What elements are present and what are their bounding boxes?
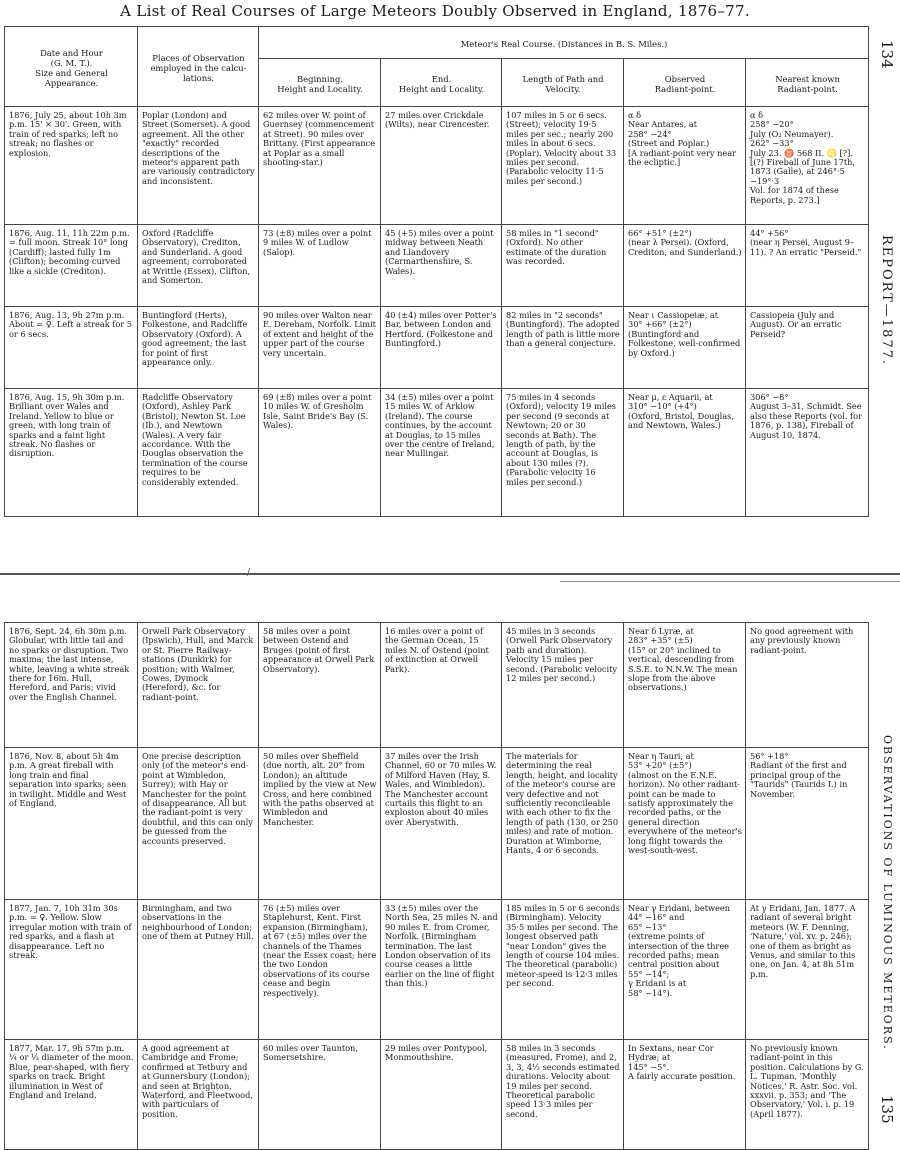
header-radiant-known: Nearest known Radiant-point.	[746, 59, 869, 107]
cell-length: The materials for determining the real length, height, and locality of the meteor's course are very defective and not sufficiently reconcileable with each other to fix the length of path (130, or 250 miles) and rate of motion. Duration at Wimborne, Hants, 4 or 6 seconds.	[502, 748, 624, 900]
cell-beginning: 60 miles over Taunton, Somersetshire.	[259, 1040, 381, 1150]
page-number-top: 134	[878, 40, 896, 69]
table-row	[5, 107, 869, 225]
cell-places: Poplar (London) and Street (Somerset). A good agreement. All the other "exactly" recorded descriptions of the meteor's apparent path are variously contradictory and inconsistent.	[138, 107, 259, 225]
cell-date: 1877, Mar. 17, 9h 57m p.m. ¼ or ⅓ diameter of the moon. Blue, pear-shaped, with fiery sparks on track. Bright illumination in West of England and Ireland.	[5, 1040, 138, 1150]
page-divider-faint	[560, 581, 900, 582]
table-row	[5, 307, 869, 389]
cell-date: 1876, Sept. 24, 6h 30m p.m. Globular, with little tail and no sparks or disruption. Two maxima; the last intense, white, leaving a white streak there for 16m. Hull, Hereford, and Paris; vivid over the English Channel.	[5, 623, 138, 748]
header-radiant-observed: Observed Radiant-point.	[624, 59, 746, 107]
cell-beginning: 73 (±8) miles over a point 9 miles W. of Ludlow (Salop).	[259, 225, 381, 307]
cell-radiant-known: 56° +18° Radiant of the first and principal group of the "Taurids" (Taurids I.) in November.	[746, 748, 869, 900]
cell-end: 40 (±4) miles over Potter's Bar, between London and Hertford. (Folkestone and Buntingford.)	[381, 307, 502, 389]
cell-radiant-observed: Near ι Cassiopeiæ, at 30° +66° (±2°) (Buntingford and Folkestone, well-confirmed by Oxford.)	[624, 307, 746, 389]
cell-length: 185 miles in 5 or 6 seconds (Birmingham). Velocity 35·5 miles per second. The longest observed path "near London" gives the length of course 104 miles. The theoretical (parabolic) meteor-speed is 12·3 miles per second.	[502, 900, 624, 1040]
header-beginning: Beginning. Height and Locality.	[259, 59, 381, 107]
header-end: End. Height and Locality.	[381, 59, 502, 107]
table-row	[5, 389, 869, 517]
cell-places: Radcliffe Observatory (Oxford), Ashley Park (Bristol), Newton St. Loe (Ib.), and Newtown (Wales). A very fair accordance. With the Douglas observation the termination of the course requires to be considerably extended.	[138, 389, 259, 517]
cell-end: 27 miles over Crickdale (Wilts), near Cirencester.	[381, 107, 502, 225]
table-row	[5, 225, 869, 307]
cell-end: 29 miles over Pontypool, Monmouthshire.	[381, 1040, 502, 1150]
page-number-bottom: 135	[878, 1095, 896, 1124]
cell-radiant-known: No previously known radiant-point in this position. Calculations by G. L. Tupman, 'Monthly Notices,' R. Astr. Soc. vol. xxxvii. p. 353; and 'The Observatory,' Vol. i. p. 19 (April 1877).	[746, 1040, 869, 1150]
cell-places: Oxford (Radcliffe Observatory), Crediton, and Sunderland. A good agreement; corroborated at Writtle (Essex), Clifton, and Somerton.	[138, 225, 259, 307]
cell-length: 58 miles in 3 seconds (measured, Frome), and 2, 3, 3, 4½ seconds estimated durations. Velocity about 19 miles per second. Theoretical parabolic speed 13·3 miles per second.	[502, 1040, 624, 1150]
cell-places: Orwell Park Observatory (Ipswich), Hull, and Marck or St. Pierre Railway-stations (Dunkirk) for position; with Walmer, Cowes, Dymock (Hereford), &c. for radiant-point.	[138, 623, 259, 748]
cell-beginning: 62 miles over W. point of Guernsey (commencement at Street). 90 miles over Brittany. (First appearance at Poplar as a small shooting-star.)	[259, 107, 381, 225]
cell-radiant-observed: In Sextans, near Cor Hydræ; at 145° −5°. A fairly accurate position.	[624, 1040, 746, 1150]
cell-length: 82 miles in "2 seconds" (Buntingford). The adopted length of path is little more than a general conjecture.	[502, 307, 624, 389]
cell-beginning: 90 miles over Walton near E. Dereham, Norfolk. Limit of extent and height of the upper part of the course very uncertain.	[259, 307, 381, 389]
cell-radiant-observed: α δ Near Antares, at 258° −24° (Street and Poplar.) [A radiant-point very near the ecliptic.]	[624, 107, 746, 225]
meteor-table-top	[4, 26, 869, 517]
cell-length: 107 miles in 5 or 6 secs. (Street); velocity 19·5 miles per sec.; nearly 200 miles in about 6 secs. (Poplar). Velocity about 33 miles per second. (Parabolic velocity 11·5 miles per second.)	[502, 107, 624, 225]
table-row	[5, 1040, 869, 1150]
cell-date: 1876, Nov. 8, about 5h 4m p.m. A great fireball with long train and final separation into sparks; seen in twilight. Middle and West of England.	[5, 748, 138, 900]
cell-beginning: 76 (±5) miles over Staplehurst, Kent. First expansion (Birmingham), at 67 (±5) miles over the channels of the Thames (near the Essex coast; here the two London observations of its course cease and begin respectively).	[259, 900, 381, 1040]
cell-radiant-known: At γ Eridani, Jan. 1877. A radiant of several bright meteors (W. F. Denning, 'Nature,' vol. xv. p. 246); one of them as bright as Venus, and similar to this one, on Jan. 4, at 8h 51m p.m.	[746, 900, 869, 1040]
cell-length: 58 miles in "1 second" (Oxford). No other estimate of the duration was recorded.	[502, 225, 624, 307]
cell-date: 1877, Jan. 7, 10h 31m 30s p.m. = ♀. Yellow. Slow irregular motion with train of red sparks, and a flash at disappearance. Left no streak.	[5, 900, 138, 1040]
page-divider	[0, 573, 900, 575]
cell-beginning: 58 miles over a point between Ostend and Bruges (point of first appearance at Orwell Park Observatory).	[259, 623, 381, 748]
page-title: A List of Real Courses of Large Meteors Doubly Observed in England, 1876–77.	[120, 2, 750, 20]
cell-radiant-observed: Near η Tauri, at 53° +20° (±5°) (almost on the E.N.E. horizon). No other radiant-point can be made to satisfy approximately the recorded paths, or the general direction everywhere of the meteor's long flight towards the west-south-west.	[624, 748, 746, 900]
cell-date: 1876, Aug. 11, 11h 22m p.m. = full moon. Streak 10° long (Cardiff); lasted fully 1m (Clifton); becoming curved like a sickle (Crediton).	[5, 225, 138, 307]
cell-date: 1876, July 25, about 10h 3m p.m. 15' × 30'. Green, with train of red sparks; left no streak; no flashes or explosion.	[5, 107, 138, 225]
header-course: Meteor's Real Course. (Distances in B. S. Miles.)	[259, 27, 869, 59]
table-row	[5, 623, 869, 748]
cell-places: Birmingham, and two observations in the neighbourhood of London; one of them at Putney Hill.	[138, 900, 259, 1040]
cell-radiant-known: Cassiopeia (July and August). Or an erratic Perseid?	[746, 307, 869, 389]
header-places: Places of Observation employed in the calcu- lations.	[138, 27, 259, 107]
cell-places: One precise description only (of the meteor's end-point at Wimbledon, Surrey); with Hay or Manchester for the point of disappearance. All but the radiant-point is very doubtful, and this can only be guessed from the accounts preserved.	[138, 748, 259, 900]
cell-length: 75 miles in 4 seconds (Oxford); velocity 19 miles per second (9 seconds at Newtown; 20 or 30 seconds at Bath). The length of path, by the account at Douglas, is about 130 miles (?). (Parabolic velocity 16 miles per second.)	[502, 389, 624, 517]
cell-beginning: 69 (±8) miles over a point 10 miles W. of Gresholm Isle, Saint Bride's Bay (S. Wales).	[259, 389, 381, 517]
cell-end: 34 (±5) miles over a point 15 miles W. of Arklow (Ireland). The course continues, by the account at Douglas, to 15 miles over the centre of Ireland, near Mullingar.	[381, 389, 502, 517]
cell-radiant-known: 44° +56° (near η Persei, August 9–11). ? An erratic "Perseid."	[746, 225, 869, 307]
cell-radiant-observed: Near γ Eridani, between 44° −16° and 65° −13° (extreme points of intersection of the three recorded paths; mean central position about 55° −14°; γ Eridani is at 58° −14°).	[624, 900, 746, 1040]
cell-radiant-observed: Near δ Lyræ, at 283° +35° (±5) (15° or 20° inclined to vertical, descending from S.S.E. to N.N.W. The mean slope from the above observations.)	[624, 623, 746, 748]
running-head-observations: OBSERVATIONS OF LUMINOUS METEORS.	[881, 735, 894, 1051]
cell-end: 16 miles over a point of the German Ocean, 15 miles N. of Ostend (point of extinction at Orwell Park).	[381, 623, 502, 748]
cell-end: 37 miles over the Irish Channel, 60 or 70 miles W. of Milford Haven (Hay, S. Wales, and Wimbledon). The Manchester account curtails this flight to an explosion about 40 miles over Aberystwith.	[381, 748, 502, 900]
cell-radiant-observed: 66° +51° (±2°) (near λ Persei). (Oxford, Crediton, and Sunderland.)	[624, 225, 746, 307]
cell-end: 45 (+5) miles over a point midway between Neath and Llandovery (Carmarthenshire, S. Wales).	[381, 225, 502, 307]
header-length: Length of Path and Velocity.	[502, 59, 624, 107]
cell-radiant-known: α δ 258° −20° July (O₂ Neumayer). 262° −33° July 23. ♉ 568 II. ♌ [?]. [(?) Fireball of June 17th, 1873 (Galle), at 246°·5 −19°·3 Vol. for 1874 of these Reports, p. 273.]	[746, 107, 869, 225]
cell-radiant-observed: Near μ, ε Aquarii, at 310° −10° (+4°) (Oxford, Bristol, Douglas, and Newtown, Wales.)	[624, 389, 746, 517]
cell-radiant-known: No good agreement with any previously known radiant-point.	[746, 623, 869, 748]
cell-places: Buntingford (Herts), Folkestone, and Radcliffe Observatory (Oxford). A good agreement; the last for point of first appearance only.	[138, 307, 259, 389]
table-row	[5, 900, 869, 1040]
cell-beginning: 50 miles over Sheffield (due north, alt. 20° from London); an altitude implied by the view at New Cross, and here combined with the paths observed at Wimbledon and Manchester.	[259, 748, 381, 900]
cell-places: A good agreement at Cambridge and Frome; confirmed at Tetbury and at Gunnersbury (London); and seen at Brighton, Waterford, and Fleetwood, with particulars of position.	[138, 1040, 259, 1150]
meteor-table-bottom	[4, 622, 869, 1150]
cell-date: 1876, Aug. 15, 9h 30m p.m. Brilliant over Wales and Ireland. Yellow to blue or green, with long train of sparks and a faint light streak. No flashes or disruption.	[5, 389, 138, 517]
cell-length: 45 miles in 3 seconds (Orwell Park Observatory path and duration). Velocity 15 miles per second. (Parabolic velocity 12 miles per second.)	[502, 623, 624, 748]
running-head-report: REPORT—1877.	[879, 235, 894, 367]
cell-end: 33 (±5) miles over the North Sea, 25 miles N. and 90 miles E. from Cromer, Norfolk. (Birmingham termination. The last London observation of its course ceases a little earlier on the line of flight than this.)	[381, 900, 502, 1040]
header-date: Date and Hour (G. M. T.). Size and General Appearance.	[5, 27, 138, 107]
table-row	[5, 748, 869, 900]
cell-date: 1876, Aug. 13, 9h 27m p.m. About = ♀. Left a streak for 5 or 6 secs.	[5, 307, 138, 389]
cell-radiant-known: 306° −8° August 3–31, Schmidt. See also these Reports (vol. for 1876, p. 138), Fireball of August 10, 1874.	[746, 389, 869, 517]
